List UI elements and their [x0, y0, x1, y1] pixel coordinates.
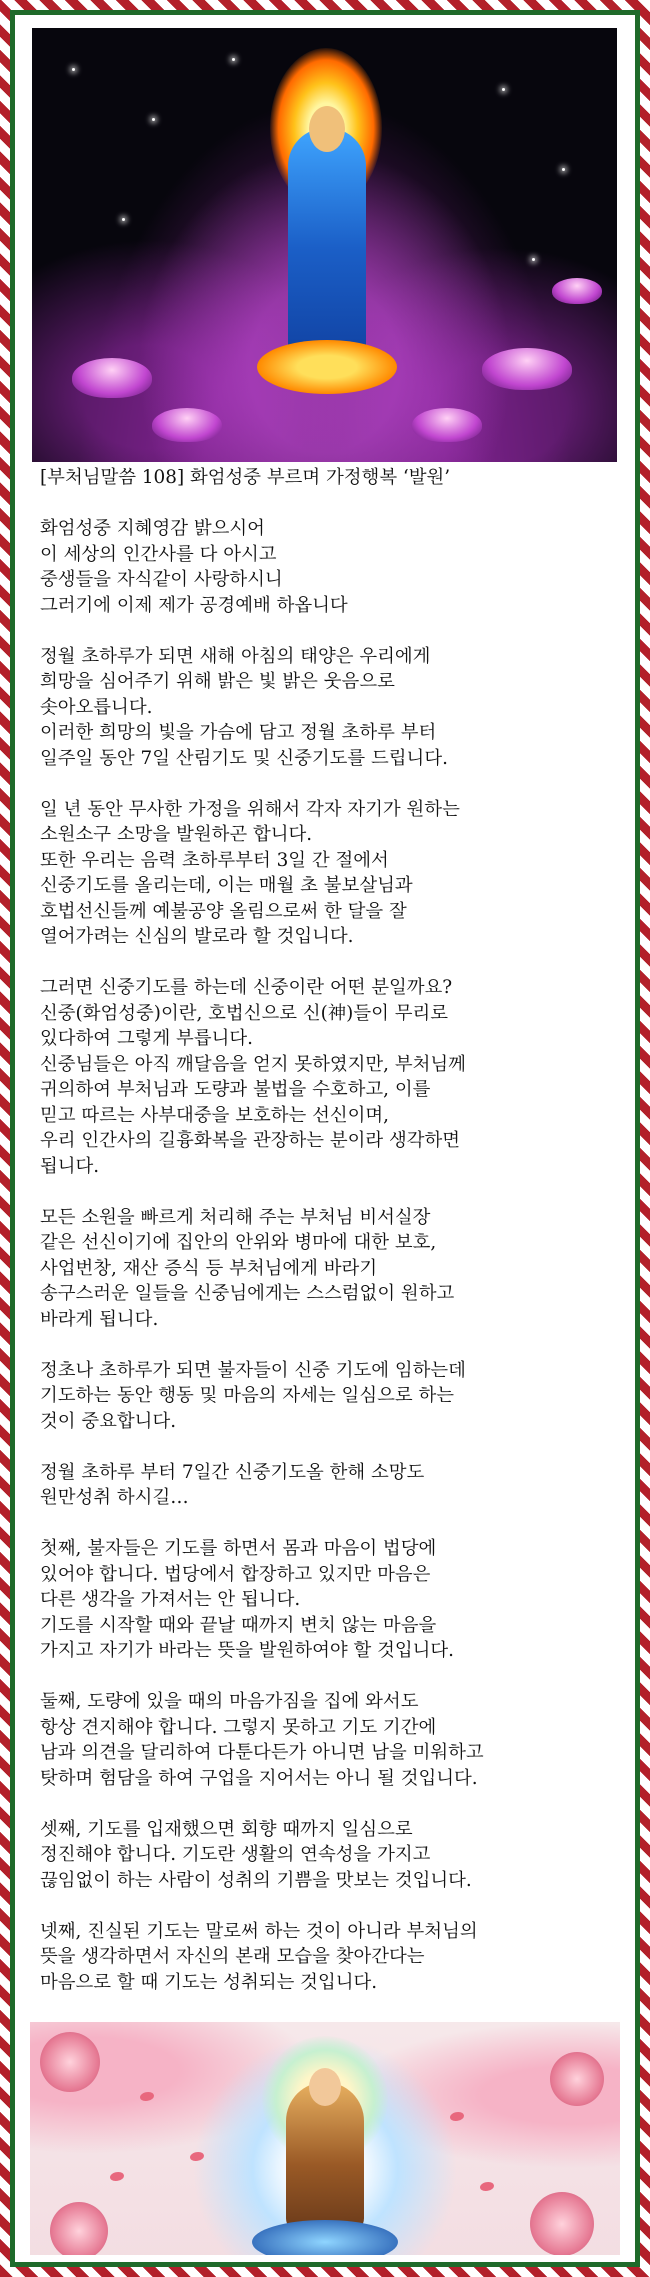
text-line: 바라게 됩니다. [40, 1308, 159, 1330]
text-line: 셋째, 기도를 입재했으면 회향 때까지 일심으로 [40, 1818, 413, 1840]
text-line: 같은 선신이기에 집안의 안위와 병마에 대한 보호, [40, 1232, 437, 1253]
text-line: 마음으로 할 때 기도는 성취되는 것입니다. [40, 1971, 378, 1993]
text-line: 정월 초하루가 되면 새해 아침의 태양은 우리에게 [40, 645, 431, 667]
text-line: 정월 초하루 부터 7일간 신중기도올 한해 소망도 [40, 1461, 425, 1483]
text-line: 신중님들은 아직 깨달음을 얻지 못하였지만, 부처님께 [40, 1053, 466, 1075]
text-line: 소원소구 소망을 발원하곤 합니다. [40, 824, 313, 845]
article-paragraph [40, 1919, 610, 1996]
text-line: 남과 의견을 달리하여 다툰다든가 아니면 남을 미워하고 [40, 1742, 484, 1763]
article-paragraph [40, 644, 610, 772]
text-line: 그러면 신중기도를 하는데 신중이란 어떤 분일까요? [40, 977, 453, 998]
text-line: 기도를 시작할 때와 끝날 때까지 변치 않는 마음을 [40, 1614, 437, 1636]
article-paragraph [40, 1817, 610, 1894]
text-line: 귀의하여 부처님과 도량과 불법을 수호하고, 이를 [40, 1079, 431, 1100]
text-line: 정진해야 합니다. 기도란 생활의 연속성을 가지고 [40, 1844, 431, 1865]
text-line: 탓하며 험담을 하여 구업을 지어서는 아니 될 것입니다. [40, 1767, 478, 1789]
green-border [10, 10, 640, 2267]
article-paragraph [40, 1460, 610, 1511]
text-line: 송구스러운 일들을 신중님에게는 스스럼없이 원하고 [40, 1283, 455, 1304]
text-line: 정초나 초하루가 되면 불자들이 신중 기도에 임하는데 [40, 1359, 466, 1381]
text-line: 이 세상의 인간사를 다 아시고 [40, 543, 277, 565]
text-line: 일주일 동안 7일 산림기도 및 신중기도를 드립니다. [40, 747, 448, 769]
article-paragraph [40, 797, 610, 950]
article-paragraph [40, 516, 610, 618]
text-line: 믿고 따르는 사부대중을 보호하는 선신이며, [40, 1104, 390, 1126]
text-line: 원만성취 하시길… [40, 1487, 189, 1508]
text-line: 호법선신들께 예불공양 올림으로써 한 달을 잘 [40, 900, 407, 922]
text-line: 중생들을 자식같이 사랑하시니 [40, 569, 283, 590]
text-line: 있다하여 그렇게 부릅니다. [40, 1028, 253, 1049]
text-line: 화엄성중 지혜영감 밝으시어 [40, 518, 265, 539]
text-line: 우리 인간사의 길흉화복을 관장하는 분이라 생각하면 [40, 1130, 461, 1151]
text-line: 사업번창, 재산 증식 등 부처님에게 바라기 [40, 1257, 378, 1279]
buddha-image [32, 28, 617, 462]
text-line: 넷째, 진실된 기도는 말로써 하는 것이 아니라 부처님의 [40, 1920, 478, 1942]
lotus-seat-icon [252, 2220, 398, 2255]
text-line: 둘째, 도량에 있을 때의 마음가짐을 집에 와서도 [40, 1691, 419, 1712]
text-line: 것이 중요합니다. [40, 1410, 177, 1432]
bodhisattva-head-icon [309, 2068, 341, 2106]
text-line: 솟아오릅니다. [40, 696, 153, 718]
buddha-head-icon [309, 106, 345, 152]
text-line: 그러기에 이제 제가 공경예배 하옵니다 [40, 594, 348, 616]
article-paragraph [40, 1536, 610, 1664]
article-paragraph [40, 1205, 610, 1333]
text-line: 있어야 합니다. 법당에서 합장하고 있지만 마음은 [40, 1563, 431, 1585]
text-line: 일 년 동안 무사한 가정을 위해서 각자 자기가 원하는 [40, 798, 460, 820]
bodhisattva-image [30, 2022, 620, 2255]
article-title: [부처님말씀 108] 화엄성중 부르며 가정행복 ‘발원’ [40, 467, 451, 488]
text-line: 신중기도를 올리는데, 이는 매월 초 불보살님과 [40, 875, 413, 896]
text-line: 기도하는 동안 행동 및 마음의 자세는 일심으로 하는 [40, 1385, 454, 1406]
text-line: 또한 우리는 음력 초하루부터 3일 간 절에서 [40, 849, 389, 871]
article-text [40, 465, 610, 2021]
article-paragraph [40, 1689, 610, 1791]
text-line: 열어가려는 신심의 발로라 할 것입니다. [40, 926, 354, 947]
text-line: 이러한 희망의 빛을 가슴에 담고 정월 초하루 부터 [40, 722, 437, 743]
text-line: 희망을 심어주기 위해 밝은 빛 밝은 웃음으로 [40, 671, 395, 692]
text-line: 항상 견지해야 합니다. 그렇지 못하고 기도 기간에 [40, 1716, 437, 1738]
text-line: 모든 소원을 빠르게 처리해 주는 부처님 비서실장 [40, 1206, 431, 1228]
white-border [15, 15, 635, 2262]
article-paragraph [40, 1358, 610, 1435]
text-line: 첫째, 불자들은 기도를 하면서 몸과 마음이 법당에 [40, 1538, 437, 1559]
article-paragraph [40, 975, 610, 1179]
text-line: 다른 생각을 가져서는 안 됩니다. [40, 1589, 301, 1610]
text-line: 가지고 자기가 바라는 뜻을 발원하여야 할 것입니다. [40, 1640, 454, 1661]
text-line: 됩니다. [40, 1155, 100, 1177]
buddha-icon [288, 128, 366, 368]
text-line: 끊임없이 하는 사람이 성취의 기쁨을 맛보는 것입니다. [40, 1869, 472, 1891]
text-line: 신중(화엄성중)이란, 호법신으로 신(神)들이 무리로 [40, 1002, 449, 1024]
page-content [22, 22, 628, 2255]
lotus-pedestal-icon [257, 340, 397, 394]
text-line: 뜻을 생각하면서 자신의 본래 모습을 찾아간다는 [40, 1946, 425, 1967]
